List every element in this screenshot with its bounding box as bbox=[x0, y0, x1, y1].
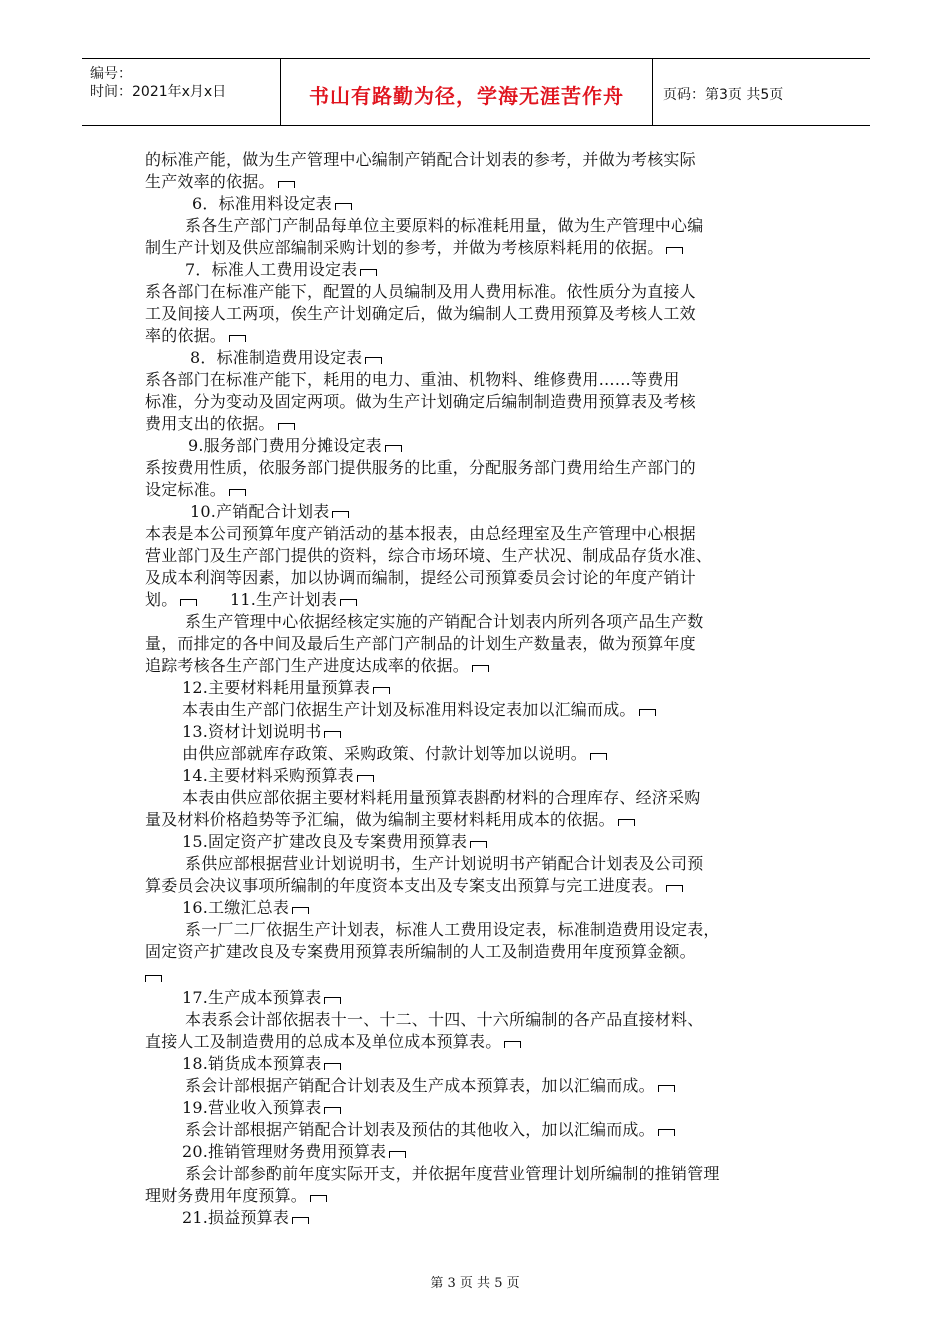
paragraph-mark-icon bbox=[360, 269, 377, 276]
paragraph-mark-icon bbox=[389, 1151, 406, 1158]
header-motto-cell bbox=[281, 59, 653, 125]
paragraph-mark-icon bbox=[292, 1217, 309, 1224]
paragraph-mark-icon bbox=[373, 687, 390, 694]
text-line: 工及间接人工两项，俟生产计划确定后，做为编制人工费用预算及考核人工效 bbox=[145, 304, 696, 323]
section-heading: 9.服务部门费用分摊设定表 bbox=[188, 436, 402, 456]
paragraph-mark-icon bbox=[504, 1041, 521, 1048]
paragraph-mark-icon bbox=[385, 445, 402, 452]
section-heading: 6．标准用料设定表 bbox=[192, 194, 352, 214]
text-line: 本表系会计部依据表十一、十二、十四、十六所编制的各产品直接材料、 bbox=[185, 1010, 704, 1029]
header-meta-cell bbox=[82, 59, 281, 125]
text-line: 本表由供应部依据主要材料耗用量预算表斟酌材料的合理库存、经济采购 bbox=[182, 788, 701, 807]
paragraph-mark-icon bbox=[324, 1063, 341, 1070]
paragraph-mark-icon bbox=[229, 489, 246, 496]
number-label: 编号： bbox=[90, 66, 132, 82]
paragraph-mark-icon bbox=[324, 997, 341, 1004]
paragraph-mark-icon bbox=[310, 1195, 327, 1202]
text-line: 固定资产扩建改良及专案费用预算表所编制的人工及制造费用年度预算金额。 bbox=[145, 942, 696, 961]
text-line: 系供应部根据营业计划说明书，生产计划说明书产销配合计划表及公司预 bbox=[185, 854, 704, 873]
paragraph-mark-icon bbox=[324, 731, 341, 738]
motto-text: 书山有路勤为径，学海无涯苦作舟 bbox=[309, 84, 624, 108]
text-line: 系各生产部门产制品每单位主要原料的标准耗用量，做为生产管理中心编 bbox=[185, 216, 704, 235]
page-footer: 第 3 页 共 5 页 bbox=[430, 1276, 520, 1291]
text-line: 理财务费用年度预算。 bbox=[145, 1186, 327, 1206]
section-heading: 20.推销管理财务费用预算表 bbox=[182, 1142, 406, 1162]
paragraph-mark-icon bbox=[658, 1085, 675, 1092]
paragraph-mark-icon bbox=[472, 665, 489, 672]
text-line bbox=[142, 966, 162, 986]
text-line: 系会计部根据产销配合计划表及生产成本预算表，加以汇编而成。 bbox=[185, 1076, 675, 1096]
section-heading: 21.损益预算表 bbox=[182, 1208, 309, 1228]
text-line: 系生产管理中心依据经核定实施的产销配合计划表内所列各项产品生产数 bbox=[185, 612, 704, 631]
paragraph-mark-icon bbox=[590, 753, 607, 760]
text-line: 系各部门在标准产能下，配置的人员编制及用人费用标准。依性质分为直接人 bbox=[145, 282, 696, 301]
section-heading: 7．标准人工费用设定表 bbox=[185, 260, 377, 280]
paragraph-mark-icon bbox=[278, 181, 295, 188]
section-heading: 17.生产成本预算表 bbox=[182, 988, 341, 1008]
text-line: 追踪考核各生产部门生产进度达成率的依据。 bbox=[145, 656, 489, 676]
section-heading: 8．标准制造费用设定表 bbox=[190, 348, 382, 368]
document-header bbox=[82, 58, 870, 126]
paragraph-mark-icon bbox=[340, 599, 357, 606]
text-line: 本表是本公司预算年度产销活动的基本报表，由总经理室及生产管理中心根据 bbox=[145, 524, 696, 543]
page-info: 页码：第3页 共5页 bbox=[663, 87, 784, 103]
paragraph-mark-icon bbox=[292, 907, 309, 914]
text-line: 率的依据。 bbox=[145, 326, 246, 346]
paragraph-mark-icon bbox=[639, 709, 656, 716]
section-heading: 14.主要材料采购预算表 bbox=[182, 766, 374, 786]
section-heading: 13.资材计划说明书 bbox=[182, 722, 341, 742]
text-line: 设定标准。 bbox=[145, 480, 246, 500]
section-heading: 10.产销配合计划表 bbox=[190, 502, 349, 522]
paragraph-mark-icon bbox=[618, 819, 635, 826]
section-heading: 11.生产计划表 bbox=[230, 590, 357, 610]
text-line: 划。 bbox=[145, 590, 197, 610]
text-line: 生产效率的依据。 bbox=[145, 172, 295, 192]
text-line: 的标准产能，做为生产管理中心编制产销配合计划表的参考，并做为考核实际 bbox=[145, 150, 696, 169]
text-line: 由供应部就库存政策、采购政策、付款计划等加以说明。 bbox=[182, 744, 607, 764]
header-page-cell bbox=[653, 59, 870, 125]
text-line: 营业部门及生产部门提供的资料，综合市场环境、生产状况、制成品存货水准、 bbox=[145, 546, 713, 565]
text-line: 直接人工及制造费用的总成本及单位成本预算表。 bbox=[145, 1032, 521, 1052]
section-heading: 15.固定资产扩建改良及专案费用预算表 bbox=[182, 832, 487, 852]
text-line: 系一厂二厂依据生产计划表，标准人工费用设定表，标准制造费用设定表， bbox=[185, 920, 720, 939]
text-line: 系会计部根据产销配合计划表及预估的其他收入，加以汇编而成。 bbox=[185, 1120, 675, 1140]
paragraph-mark-icon bbox=[335, 203, 352, 210]
paragraph-mark-icon bbox=[666, 247, 683, 254]
text-line: 算委员会决议事项所编制的年度资本支出及专案支出预算与完工进度表。 bbox=[145, 876, 683, 896]
paragraph-mark-icon bbox=[666, 885, 683, 892]
text-line: 量及材料价格趋势等予汇编，做为编制主要材料耗用成本的依据。 bbox=[145, 810, 635, 830]
paragraph-mark-icon bbox=[278, 423, 295, 430]
paragraph-mark-icon bbox=[357, 775, 374, 782]
section-heading: 16.工缴汇总表 bbox=[182, 898, 309, 918]
paragraph-mark-icon bbox=[365, 357, 382, 364]
paragraph-mark-icon bbox=[145, 975, 162, 982]
paragraph-mark-icon bbox=[658, 1129, 675, 1136]
paragraph-mark-icon bbox=[324, 1107, 341, 1114]
paragraph-mark-icon bbox=[180, 599, 197, 606]
text-line: 标准，分为变动及固定两项。做为生产计划确定后编制制造费用预算表及考核 bbox=[145, 392, 696, 411]
text-line: 量，而排定的各中间及最后生产部门产制品的计划生产数量表，做为预算年度 bbox=[145, 634, 696, 653]
paragraph-mark-icon bbox=[332, 511, 349, 518]
text-line: 系按费用性质，依服务部门提供服务的比重，分配服务部门费用给生产部门的 bbox=[145, 458, 696, 477]
text-line: 及成本利润等因素，加以协调而编制，提经公司预算委员会讨论的年度产销计 bbox=[145, 568, 696, 587]
time-label: 时间：2021年x月x日 bbox=[90, 84, 227, 100]
paragraph-mark-icon bbox=[470, 841, 487, 848]
section-heading: 18.销货成本预算表 bbox=[182, 1054, 341, 1074]
text-line: 费用支出的依据。 bbox=[145, 414, 295, 434]
section-heading: 19.营业收入预算表 bbox=[182, 1098, 341, 1118]
text-line: 本表由生产部门依据生产计划及标准用料设定表加以汇编而成。 bbox=[182, 700, 656, 720]
section-heading: 12.主要材料耗用量预算表 bbox=[182, 678, 390, 698]
text-line: 制生产计划及供应部编制采购计划的参考，并做为考核原料耗用的依据。 bbox=[145, 238, 683, 258]
text-line: 系会计部参酌前年度实际开支，并依据年度营业管理计划所编制的推销管理 bbox=[185, 1164, 720, 1183]
text-line: 系各部门在标准产能下，耗用的电力、重油、机物料、维修费用……等费用 bbox=[145, 370, 680, 389]
paragraph-mark-icon bbox=[229, 335, 246, 342]
